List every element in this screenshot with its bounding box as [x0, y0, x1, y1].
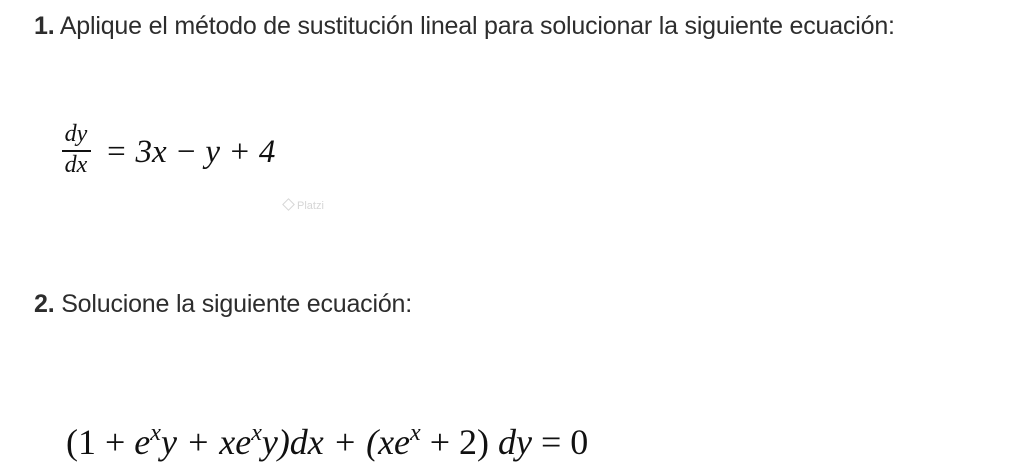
eq2-xe: xe [219, 422, 252, 462]
eq2-dy: dy [498, 422, 532, 462]
eq2-e-exponent: x [150, 420, 161, 446]
platzi-logo-icon [282, 198, 295, 211]
problem-1-statement [34, 12, 895, 41]
eq2-e: e [134, 422, 151, 462]
equation-2 [66, 420, 588, 464]
platzi-watermark [284, 200, 324, 212]
eq2-part2: y)dx + ( [261, 422, 379, 462]
equation-1-rhs: = 3x − y + 4 [105, 134, 276, 170]
eq2-part3: + 2) [420, 422, 498, 462]
problem-2-text: Solucione la siguiente ecuación: [61, 290, 412, 318]
fraction-numerator: dy [64, 121, 88, 147]
problem-2-statement [34, 290, 412, 319]
eq2-open: (1 + [66, 422, 135, 462]
eq2-part4: = 0 [531, 422, 589, 462]
problem-2-number: 2. [34, 290, 55, 318]
eq2-part1: y + [160, 422, 220, 462]
eq2-xe-exponent: x [251, 420, 262, 446]
fraction-denominator: dx [64, 152, 88, 178]
problem-1-number: 1. [34, 12, 55, 40]
eq2-xe2-exponent: x [410, 420, 421, 446]
problem-1-text: Aplique el método de sustitución lineal para solucionar la siguiente ecuación: [59, 12, 895, 40]
watermark-text: Platzi [297, 200, 324, 212]
eq2-xe2: xe [378, 422, 411, 462]
